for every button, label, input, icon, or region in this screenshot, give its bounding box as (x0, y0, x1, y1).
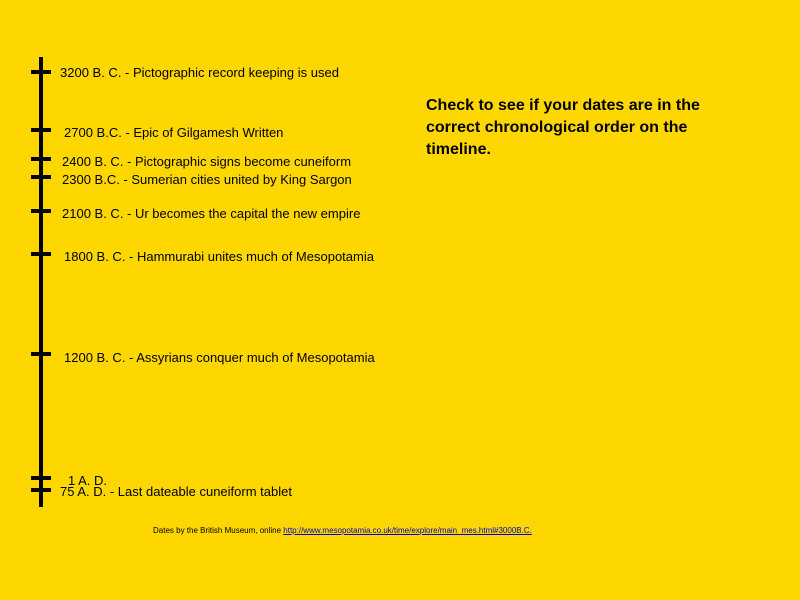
timeline-event: 2300 B.C. - Sumerian cities united by King Sargon (62, 172, 352, 187)
timeline-event: 1 A. D. (68, 473, 108, 488)
timeline-tick (31, 352, 51, 356)
timeline-tick (31, 128, 51, 132)
timeline-tick (31, 488, 51, 492)
timeline-event: 1800 B. C. - Hammurabi unites much of Mesopotamia (64, 249, 374, 264)
source-credit (153, 526, 532, 535)
timeline-event: 75 A. D. - Last dateable cuneiform tablet (60, 484, 292, 499)
timeline-event: 2400 B. C. - Pictographic signs become cuneiform (62, 154, 352, 169)
timeline-tick (31, 476, 51, 480)
source-link[interactable]: http://www.mesopotamia.co.uk/time/explore/main_mes.html#3000B.C. (283, 526, 532, 535)
timeline-tick (31, 175, 51, 179)
timeline-event: 2100 B. C. - Ur becomes the capital the new empire (62, 206, 361, 221)
timeline-event: 3200 B. C. - Pictographic record keeping is used (60, 65, 339, 80)
timeline-tick (31, 70, 51, 74)
timeline-axis (39, 57, 43, 507)
timeline-event: 1200 B. C. - Assyrians conquer much of Mesopotamia (64, 350, 375, 365)
timeline-event: 2700 B.C. - Epic of Gilgamesh Written (64, 125, 284, 140)
timeline-tick (31, 252, 51, 256)
timeline-tick (31, 209, 51, 213)
instruction-note: Check to see if your dates are in the correct chronological order on the timeline. (426, 97, 700, 158)
credit-text: Dates by the British Museum, online (153, 526, 284, 535)
timeline-tick (31, 157, 51, 161)
